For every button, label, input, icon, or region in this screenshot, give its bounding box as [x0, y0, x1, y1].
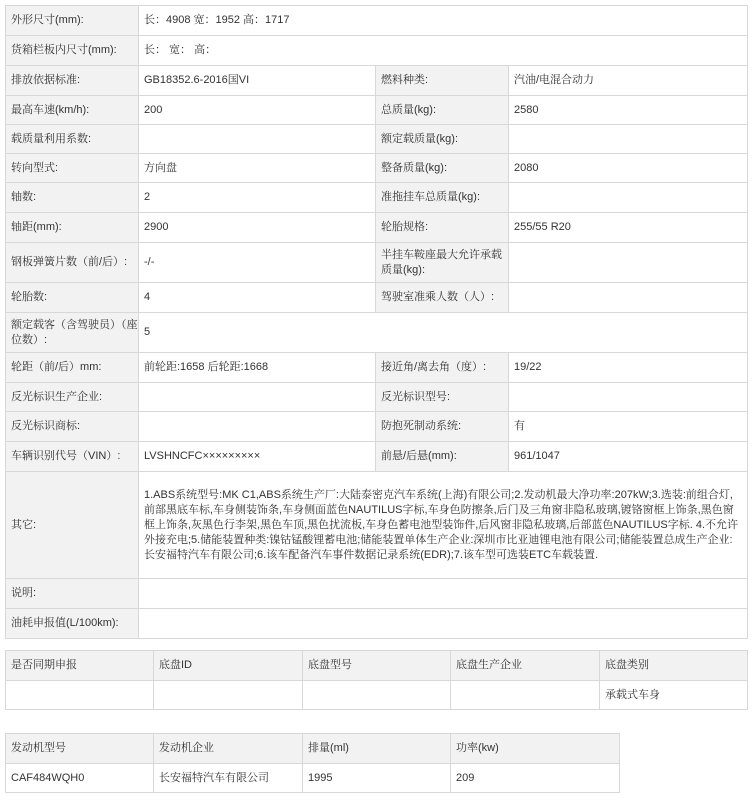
spec-row: [6, 96, 748, 125]
engine-value-row: [6, 764, 620, 793]
spec-row: [6, 412, 748, 442]
spec-fuel-label: 油耗申报值(L/100km):: [6, 609, 139, 639]
spec-label: 载质量利用系数:: [6, 125, 139, 154]
engine-value-cell: 1995: [303, 764, 451, 793]
chassis-header-cell: 是否同期申报: [6, 651, 154, 681]
engine-header-row: [6, 734, 620, 764]
spec-label: 反光标识生产企业:: [6, 383, 139, 412]
engine-header-cell: 功率(kw): [451, 734, 620, 764]
spec-value: 961/1047: [509, 442, 748, 472]
spec-row: [6, 243, 748, 283]
spec-value: [139, 383, 376, 412]
spec-row: [6, 6, 748, 36]
spec-label: 反光标识商标:: [6, 412, 139, 442]
spec-note-label: 说明:: [6, 579, 139, 609]
spec-value: 5: [139, 313, 748, 353]
spec-row: [6, 313, 748, 353]
spec-row: [6, 353, 748, 383]
spec-value: -/-: [139, 243, 376, 283]
spec-row: [6, 213, 748, 243]
spec-label: 车辆识别代号（VIN）:: [6, 442, 139, 472]
spec-value: [509, 183, 748, 213]
spec-fuel-value: [139, 609, 748, 639]
spec-label: 轮胎规格:: [376, 213, 509, 243]
spec-value: 19/22: [509, 353, 748, 383]
spec-row: [6, 36, 748, 66]
spec-other-value: 1.ABS系统型号:MK C1,ABS系统生产厂:大陆泰密克汽车系统(上海)有限公司;2.发动机最大净功率:207kW;3.选装:前组合灯,前部黑底车标,车身侧装饰条,车身侧面蓝色NAUTILUS字标,车身色防擦条,后门及三角窗非隐私玻璃,镀铬窗框上饰条,黑色窗框上饰条,灰黑色行李架,黑色车顶,黑色扰流板,车身色蓄电池型装饰件,后风窗非隐私玻璃,后部蓝色NAUTILUS字标. 4.不允许外接充电;5.储能装置种类:镍钴锰酸锂蓄电池;储能装置单体生产企业:深圳市比亚迪锂电池有限公司;储能装置总成生产企业:长安福特汽车有限公司;6.该车配备汽车事件数据记录系统(EDR);7.该车型可选装ETC车载装置.: [139, 472, 748, 579]
spec-label: 半挂车鞍座最大允许承载质量(kg):: [376, 243, 509, 283]
spec-label: 前悬/后悬(mm):: [376, 442, 509, 472]
spec-value: [509, 243, 748, 283]
chassis-header-cell: 底盘类别: [600, 651, 748, 681]
chassis-header-cell: 底盘ID: [154, 651, 303, 681]
chassis-value-cell: 承载式车身: [600, 681, 748, 710]
engine-header-cell: 排量(ml): [303, 734, 451, 764]
spec-label: 排放依据标准:: [6, 66, 139, 96]
spec-other-label: 其它:: [6, 472, 139, 579]
chassis-header-cell: 底盘生产企业: [451, 651, 600, 681]
spec-label: 轴数:: [6, 183, 139, 213]
chassis-value-cell: [451, 681, 600, 710]
spec-row: [6, 283, 748, 313]
spec-value: 前轮距:1658 后轮距:1668: [139, 353, 376, 383]
chassis-header-row: [6, 651, 748, 681]
spec-row: [6, 154, 748, 183]
spec-label: 整备质量(kg):: [376, 154, 509, 183]
spec-label: 总质量(kg):: [376, 96, 509, 125]
spec-value: [139, 125, 376, 154]
spec-note-row: [6, 579, 748, 609]
engine-value-cell: CAF484WQH0: [6, 764, 154, 793]
chassis-value-row: [6, 681, 748, 710]
spec-fuel-row: [6, 609, 748, 639]
spec-value: 2080: [509, 154, 748, 183]
engine-value-cell: 长安福特汽车有限公司: [154, 764, 303, 793]
spec-row: [6, 66, 748, 96]
engine-header-cell: 发动机企业: [154, 734, 303, 764]
spec-value: 长：4908 宽：1952 高：1717: [139, 6, 748, 36]
spec-value: GB18352.6-2016国VI: [139, 66, 376, 96]
chassis-table: [5, 650, 748, 710]
engine-value-cell: 209: [451, 764, 620, 793]
chassis-value-cell: [303, 681, 451, 710]
spec-value: 200: [139, 96, 376, 125]
spec-label: 转向型式:: [6, 154, 139, 183]
spec-other-row: [6, 472, 748, 579]
spec-label: 轮胎数:: [6, 283, 139, 313]
spec-value: 255/55 R20: [509, 213, 748, 243]
spec-label: 钢板弹簧片数（前/后）:: [6, 243, 139, 283]
spec-label: 燃料种类:: [376, 66, 509, 96]
spec-value: 2900: [139, 213, 376, 243]
spec-value: [509, 125, 748, 154]
spec-label: 防抱死制动系统:: [376, 412, 509, 442]
spec-value: 2: [139, 183, 376, 213]
spec-row: [6, 125, 748, 154]
spec-label: 外形尺寸(mm):: [6, 6, 139, 36]
spec-label: 轴距(mm):: [6, 213, 139, 243]
spec-value: 长： 宽： 高：: [139, 36, 748, 66]
spec-label: 轮距（前/后）mm:: [6, 353, 139, 383]
spec-note-value: [139, 579, 748, 609]
spec-label: 反光标识型号:: [376, 383, 509, 412]
chassis-header-cell: 底盘型号: [303, 651, 451, 681]
spec-value: 2580: [509, 96, 748, 125]
spec-label: 驾驶室准乘人数（人）:: [376, 283, 509, 313]
spec-row: [6, 383, 748, 412]
spec-label: 额定载客（含驾驶员）（座位数）:: [6, 313, 139, 353]
spec-value: [509, 383, 748, 412]
spec-label: 接近角/离去角（度）:: [376, 353, 509, 383]
spec-value: 方向盘: [139, 154, 376, 183]
spec-value: [139, 412, 376, 442]
chassis-value-cell: [6, 681, 154, 710]
spec-label: 货箱栏板内尺寸(mm):: [6, 36, 139, 66]
spec-label: 准拖挂车总质量(kg):: [376, 183, 509, 213]
spec-label: 最高车速(km/h):: [6, 96, 139, 125]
spec-value: 汽油/电混合动力: [509, 66, 748, 96]
engine-header-cell: 发动机型号: [6, 734, 154, 764]
spec-value: [509, 283, 748, 313]
spec-label: 额定载质量(kg):: [376, 125, 509, 154]
spec-row: [6, 442, 748, 472]
spec-row: [6, 183, 748, 213]
chassis-value-cell: [154, 681, 303, 710]
spec-value: 有: [509, 412, 748, 442]
spec-value: LVSHNCFC×××××××××: [139, 442, 376, 472]
spec-value: 4: [139, 283, 376, 313]
engine-table: [5, 733, 620, 793]
vehicle-spec-table: [5, 5, 748, 639]
